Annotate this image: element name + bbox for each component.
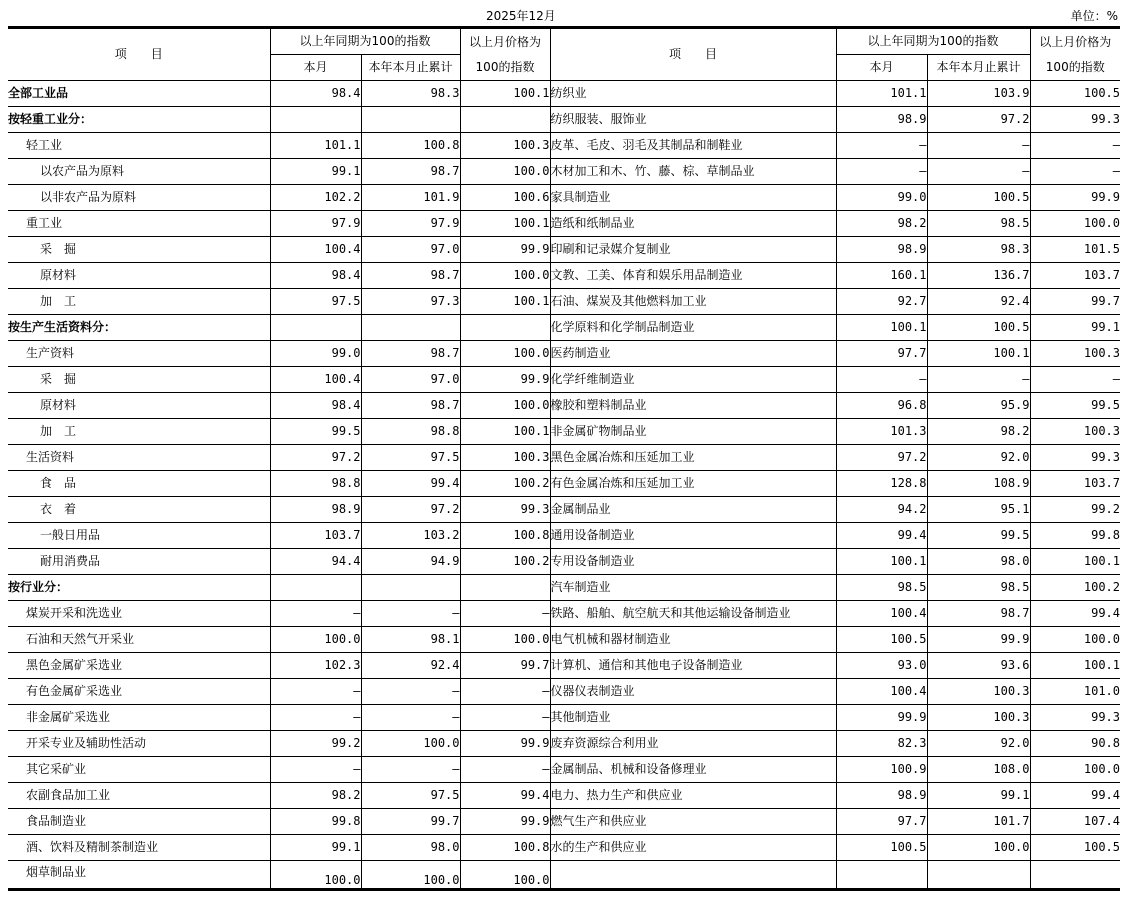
value-mom-left: 100.0 — [460, 263, 550, 289]
row-label-left: 其它采矿业 — [8, 757, 270, 783]
row-label-left: 食 品 — [8, 471, 270, 497]
value-current-month-right: 98.9 — [836, 107, 927, 133]
row-label-right: 化学纤维制造业 — [550, 367, 836, 393]
value-current-month-right: 92.7 — [836, 289, 927, 315]
value-current-month-left: 100.4 — [270, 367, 361, 393]
row-label-right: 计算机、通信和其他电子设备制造业 — [550, 653, 836, 679]
value-current-month-left: 99.8 — [270, 809, 361, 835]
value-current-month-right: 100.9 — [836, 757, 927, 783]
row-label-right: 造纸和纸制品业 — [550, 211, 836, 237]
row-label-left: 原材料 — [8, 263, 270, 289]
value-mom-right: 100.1 — [1030, 653, 1120, 679]
value-mom-right: 100.5 — [1030, 81, 1120, 107]
row-label-right: 金属制品业 — [550, 497, 836, 523]
value-cumulative-right: 99.9 — [927, 627, 1030, 653]
value-current-month-left: 102.3 — [270, 653, 361, 679]
row-label-left: 按生产生活资料分： — [8, 315, 270, 341]
value-cumulative-right: 100.3 — [927, 679, 1030, 705]
header-mom-left: 以上月价格为 100的指数 — [460, 28, 550, 81]
value-cumulative-left: 100.0 — [361, 861, 460, 890]
value-cumulative-right: 136.7 — [927, 263, 1030, 289]
value-cumulative-left: 98.7 — [361, 263, 460, 289]
value-cumulative-left — [361, 315, 460, 341]
value-mom-right: 100.2 — [1030, 575, 1120, 601]
value-mom-left — [460, 575, 550, 601]
value-current-month-left: — — [270, 705, 361, 731]
table-row — [8, 237, 1120, 263]
table-row — [8, 809, 1120, 835]
value-cumulative-left: — — [361, 757, 460, 783]
table-row — [8, 289, 1120, 315]
value-current-month-right: 100.4 — [836, 679, 927, 705]
row-label-right: 橡胶和塑料制品业 — [550, 393, 836, 419]
row-label-left: 生活资料 — [8, 445, 270, 471]
value-cumulative-right: 101.7 — [927, 809, 1030, 835]
row-label-right: 纺织服装、服饰业 — [550, 107, 836, 133]
value-mom-left: — — [460, 601, 550, 627]
header-item-right: 项 目 — [550, 28, 836, 81]
value-current-month-left: 94.4 — [270, 549, 361, 575]
value-current-month-left: — — [270, 757, 361, 783]
value-current-month-right: — — [836, 133, 927, 159]
value-current-month-right: 99.9 — [836, 705, 927, 731]
value-current-month-right — [836, 861, 927, 890]
row-label-right: 水的生产和供应业 — [550, 835, 836, 861]
value-cumulative-right: 108.9 — [927, 471, 1030, 497]
value-cumulative-left: 99.7 — [361, 809, 460, 835]
value-mom-left: 100.3 — [460, 445, 550, 471]
value-cumulative-right: 99.5 — [927, 523, 1030, 549]
value-current-month-right: 100.1 — [836, 315, 927, 341]
value-current-month-right: 99.0 — [836, 185, 927, 211]
row-label-right: 纺织业 — [550, 81, 836, 107]
row-label-right: 仪器仪表制造业 — [550, 679, 836, 705]
header-yoy-group-right: 以上年同期为100的指数 — [836, 28, 1030, 55]
value-cumulative-right: 98.5 — [927, 211, 1030, 237]
value-current-month-left: 99.5 — [270, 419, 361, 445]
row-label-right: 印刷和记录媒介复制业 — [550, 237, 836, 263]
value-mom-right: 100.0 — [1030, 627, 1120, 653]
value-mom-right: 100.1 — [1030, 549, 1120, 575]
value-current-month-left: 98.4 — [270, 81, 361, 107]
value-current-month-left: 99.1 — [270, 835, 361, 861]
value-cumulative-right: 98.3 — [927, 237, 1030, 263]
value-mom-right: 99.1 — [1030, 315, 1120, 341]
row-label-left: 按轻重工业分： — [8, 107, 270, 133]
value-mom-right: 100.0 — [1030, 757, 1120, 783]
table-row — [8, 679, 1120, 705]
value-mom-left: 100.1 — [460, 211, 550, 237]
table-caption — [0, 7, 1136, 25]
value-mom-left: 100.0 — [460, 861, 550, 890]
value-mom-right: 100.0 — [1030, 211, 1120, 237]
value-cumulative-right: 100.0 — [927, 835, 1030, 861]
row-label-right: 家具制造业 — [550, 185, 836, 211]
row-label-right: 木材加工和木、竹、藤、棕、草制品业 — [550, 159, 836, 185]
value-mom-right: — — [1030, 159, 1120, 185]
value-mom-left: 100.1 — [460, 289, 550, 315]
value-cumulative-left: 98.3 — [361, 81, 460, 107]
table-row — [8, 367, 1120, 393]
row-label-left: 按行业分： — [8, 575, 270, 601]
table-row — [8, 705, 1120, 731]
value-mom-right: 103.7 — [1030, 471, 1120, 497]
value-cumulative-left — [361, 575, 460, 601]
value-cumulative-right: 95.1 — [927, 497, 1030, 523]
value-current-month-left: 100.4 — [270, 237, 361, 263]
row-label-left: 生产资料 — [8, 341, 270, 367]
value-current-month-right: 99.4 — [836, 523, 927, 549]
value-cumulative-left: 101.9 — [361, 185, 460, 211]
value-mom-left: 99.9 — [460, 367, 550, 393]
value-mom-right: 103.7 — [1030, 263, 1120, 289]
value-current-month-right: — — [836, 159, 927, 185]
value-current-month-right: 100.4 — [836, 601, 927, 627]
value-current-month-right: 98.2 — [836, 211, 927, 237]
value-current-month-left — [270, 315, 361, 341]
table-row — [8, 757, 1120, 783]
ppi-table — [8, 26, 1120, 891]
value-cumulative-right: 98.0 — [927, 549, 1030, 575]
row-label-left: 食品制造业 — [8, 809, 270, 835]
value-cumulative-right: 92.4 — [927, 289, 1030, 315]
value-cumulative-right: — — [927, 367, 1030, 393]
value-current-month-left — [270, 107, 361, 133]
table-row — [8, 133, 1120, 159]
row-label-left: 酒、饮料及精制茶制造业 — [8, 835, 270, 861]
row-label-right: 电力、热力生产和供应业 — [550, 783, 836, 809]
value-mom-left: 99.7 — [460, 653, 550, 679]
value-mom-right: 99.7 — [1030, 289, 1120, 315]
header-yoy-group-left: 以上年同期为100的指数 — [270, 28, 460, 55]
value-mom-left: 100.8 — [460, 523, 550, 549]
value-mom-right: 101.0 — [1030, 679, 1120, 705]
value-mom-right: 100.5 — [1030, 835, 1120, 861]
value-cumulative-left: 97.0 — [361, 237, 460, 263]
value-cumulative-right: 108.0 — [927, 757, 1030, 783]
value-current-month-right: 98.9 — [836, 783, 927, 809]
value-cumulative-right: 93.6 — [927, 653, 1030, 679]
value-mom-left: 100.0 — [460, 393, 550, 419]
row-label-left: 开采专业及辅助性活动 — [8, 731, 270, 757]
value-current-month-left: 99.0 — [270, 341, 361, 367]
row-label-left: 农副食品加工业 — [8, 783, 270, 809]
table-row — [8, 107, 1120, 133]
header-mom-right: 以上月价格为 100的指数 — [1030, 28, 1120, 81]
row-label-left: 非金属矿采选业 — [8, 705, 270, 731]
row-label-left: 重工业 — [8, 211, 270, 237]
value-cumulative-left: 98.1 — [361, 627, 460, 653]
header-current-month-left: 本月 — [270, 55, 361, 81]
value-current-month-right: 101.1 — [836, 81, 927, 107]
row-label-left: 石油和天然气开采业 — [8, 627, 270, 653]
value-mom-right: 99.3 — [1030, 107, 1120, 133]
table-row — [8, 471, 1120, 497]
value-current-month-right: 100.1 — [836, 549, 927, 575]
value-cumulative-left: 98.8 — [361, 419, 460, 445]
row-label-right: 金属制品、机械和设备修理业 — [550, 757, 836, 783]
value-cumulative-right: 97.2 — [927, 107, 1030, 133]
value-cumulative-left: 97.0 — [361, 367, 460, 393]
value-current-month-left: 97.2 — [270, 445, 361, 471]
unit-label: 单位：% — [1070, 9, 1118, 23]
value-mom-right — [1030, 861, 1120, 890]
value-cumulative-right: 100.1 — [927, 341, 1030, 367]
value-mom-right: 99.3 — [1030, 705, 1120, 731]
table-row — [8, 159, 1120, 185]
value-cumulative-left: 97.5 — [361, 783, 460, 809]
row-label-right: 石油、煤炭及其他燃料加工业 — [550, 289, 836, 315]
row-label-left: 采 掘 — [8, 367, 270, 393]
value-cumulative-right: 98.7 — [927, 601, 1030, 627]
value-current-month-left: 101.1 — [270, 133, 361, 159]
value-cumulative-left: 103.2 — [361, 523, 460, 549]
value-mom-left: — — [460, 679, 550, 705]
row-label-left: 烟草制品业 — [8, 861, 270, 890]
value-current-month-right: 94.2 — [836, 497, 927, 523]
value-mom-left: 100.0 — [460, 627, 550, 653]
value-mom-right: 99.3 — [1030, 445, 1120, 471]
row-label-right: 铁路、船舶、航空航天和其他运输设备制造业 — [550, 601, 836, 627]
table-row — [8, 315, 1120, 341]
value-mom-right: 99.2 — [1030, 497, 1120, 523]
value-mom-right: — — [1030, 367, 1120, 393]
row-label-right — [550, 861, 836, 890]
table-row — [8, 601, 1120, 627]
report-period: 2025年12月 — [486, 9, 556, 23]
table-row — [8, 835, 1120, 861]
value-cumulative-left: 94.9 — [361, 549, 460, 575]
value-mom-left: 99.3 — [460, 497, 550, 523]
table-row — [8, 341, 1120, 367]
value-cumulative-right — [927, 861, 1030, 890]
value-current-month-right: — — [836, 367, 927, 393]
value-mom-right: 99.4 — [1030, 783, 1120, 809]
table-row — [8, 783, 1120, 809]
header-cumulative-right: 本年本月止累计 — [927, 55, 1030, 81]
value-current-month-left: 100.0 — [270, 627, 361, 653]
row-label-right: 黑色金属冶炼和压延加工业 — [550, 445, 836, 471]
value-cumulative-left: 98.7 — [361, 341, 460, 367]
value-mom-left: 100.0 — [460, 159, 550, 185]
value-mom-left: 100.0 — [460, 341, 550, 367]
value-mom-left: 100.3 — [460, 133, 550, 159]
value-mom-right: 99.5 — [1030, 393, 1120, 419]
row-label-left: 一般日用品 — [8, 523, 270, 549]
table-row — [8, 263, 1120, 289]
value-current-month-left: 102.2 — [270, 185, 361, 211]
table-row — [8, 497, 1120, 523]
row-label-left: 衣 着 — [8, 497, 270, 523]
table-row — [8, 653, 1120, 679]
value-current-month-left: 98.4 — [270, 393, 361, 419]
value-cumulative-left: 97.9 — [361, 211, 460, 237]
value-cumulative-left: 98.7 — [361, 393, 460, 419]
value-mom-right: — — [1030, 133, 1120, 159]
value-mom-right: 99.8 — [1030, 523, 1120, 549]
value-current-month-right: 97.2 — [836, 445, 927, 471]
value-cumulative-right: 92.0 — [927, 731, 1030, 757]
value-mom-left: 100.1 — [460, 419, 550, 445]
value-current-month-right: 100.5 — [836, 627, 927, 653]
value-cumulative-left — [361, 107, 460, 133]
value-mom-left — [460, 315, 550, 341]
value-cumulative-left: 98.7 — [361, 159, 460, 185]
value-current-month-left: 98.2 — [270, 783, 361, 809]
table-row — [8, 419, 1120, 445]
value-current-month-right: 82.3 — [836, 731, 927, 757]
row-label-right: 皮革、毛皮、羽毛及其制品和制鞋业 — [550, 133, 836, 159]
value-cumulative-right: 99.1 — [927, 783, 1030, 809]
value-cumulative-right: 98.5 — [927, 575, 1030, 601]
row-label-left: 加 工 — [8, 289, 270, 315]
value-mom-right: 101.5 — [1030, 237, 1120, 263]
value-cumulative-right: 100.5 — [927, 185, 1030, 211]
value-current-month-left: 100.0 — [270, 861, 361, 890]
value-current-month-right: 160.1 — [836, 263, 927, 289]
value-cumulative-right: 95.9 — [927, 393, 1030, 419]
header-item-left: 项 目 — [8, 28, 270, 81]
value-current-month-right: 101.3 — [836, 419, 927, 445]
row-label-left: 采 掘 — [8, 237, 270, 263]
row-label-left: 加 工 — [8, 419, 270, 445]
row-label-right: 其他制造业 — [550, 705, 836, 731]
value-cumulative-left: — — [361, 679, 460, 705]
table-row — [8, 575, 1120, 601]
value-cumulative-right: 92.0 — [927, 445, 1030, 471]
value-cumulative-right: 100.3 — [927, 705, 1030, 731]
header-current-month-right: 本月 — [836, 55, 927, 81]
value-cumulative-left: 99.4 — [361, 471, 460, 497]
value-current-month-left: 99.2 — [270, 731, 361, 757]
value-current-month-right: 97.7 — [836, 809, 927, 835]
table-row — [8, 81, 1120, 107]
value-mom-right: 107.4 — [1030, 809, 1120, 835]
row-label-left: 轻工业 — [8, 133, 270, 159]
value-cumulative-left: 97.2 — [361, 497, 460, 523]
value-mom-left: 99.9 — [460, 237, 550, 263]
value-mom-right: 99.4 — [1030, 601, 1120, 627]
value-mom-left — [460, 107, 550, 133]
value-cumulative-left: — — [361, 601, 460, 627]
table-row — [8, 445, 1120, 471]
row-label-left: 以非农产品为原料 — [8, 185, 270, 211]
row-label-right: 汽车制造业 — [550, 575, 836, 601]
value-current-month-left: — — [270, 679, 361, 705]
table-body — [8, 81, 1120, 890]
value-current-month-left: 97.9 — [270, 211, 361, 237]
value-current-month-left — [270, 575, 361, 601]
row-label-right: 燃气生产和供应业 — [550, 809, 836, 835]
value-cumulative-left: 97.3 — [361, 289, 460, 315]
row-label-right: 废弃资源综合利用业 — [550, 731, 836, 757]
value-current-month-left: 98.8 — [270, 471, 361, 497]
header-cumulative-left: 本年本月止累计 — [361, 55, 460, 81]
table-row — [8, 627, 1120, 653]
value-current-month-right: 98.9 — [836, 237, 927, 263]
value-mom-right: 100.3 — [1030, 419, 1120, 445]
row-label-left: 全部工业品 — [8, 81, 270, 107]
table-row — [8, 523, 1120, 549]
value-mom-right: 90.8 — [1030, 731, 1120, 757]
row-label-left: 耐用消费品 — [8, 549, 270, 575]
value-current-month-left: — — [270, 601, 361, 627]
value-cumulative-left: 97.5 — [361, 445, 460, 471]
row-label-left: 原材料 — [8, 393, 270, 419]
table-row — [8, 549, 1120, 575]
row-label-right: 电气机械和器材制造业 — [550, 627, 836, 653]
table-header — [8, 28, 1120, 81]
value-cumulative-right: 98.2 — [927, 419, 1030, 445]
value-current-month-right: 97.7 — [836, 341, 927, 367]
value-cumulative-right: 100.5 — [927, 315, 1030, 341]
value-mom-left: 100.1 — [460, 81, 550, 107]
table-row — [8, 393, 1120, 419]
value-current-month-left: 103.7 — [270, 523, 361, 549]
table-row — [8, 861, 1120, 890]
value-current-month-right: 96.8 — [836, 393, 927, 419]
value-cumulative-left: 100.8 — [361, 133, 460, 159]
value-cumulative-left: 98.0 — [361, 835, 460, 861]
value-cumulative-left: — — [361, 705, 460, 731]
value-mom-left: 100.2 — [460, 549, 550, 575]
value-current-month-left: 99.1 — [270, 159, 361, 185]
row-label-right: 通用设备制造业 — [550, 523, 836, 549]
value-mom-left: — — [460, 757, 550, 783]
value-mom-left: 100.6 — [460, 185, 550, 211]
row-label-right: 化学原料和化学制品制造业 — [550, 315, 836, 341]
table-row — [8, 731, 1120, 757]
row-label-right: 文教、工美、体育和娱乐用品制造业 — [550, 263, 836, 289]
value-cumulative-left: 100.0 — [361, 731, 460, 757]
value-mom-left: 99.4 — [460, 783, 550, 809]
row-label-right: 有色金属冶炼和压延加工业 — [550, 471, 836, 497]
value-mom-left: 100.2 — [460, 471, 550, 497]
value-mom-right: 100.3 — [1030, 341, 1120, 367]
value-current-month-right: 100.5 — [836, 835, 927, 861]
value-current-month-left: 98.9 — [270, 497, 361, 523]
value-mom-left: 99.9 — [460, 731, 550, 757]
value-current-month-left: 97.5 — [270, 289, 361, 315]
row-label-left: 有色金属矿采选业 — [8, 679, 270, 705]
value-current-month-right: 93.0 — [836, 653, 927, 679]
row-label-left: 以农产品为原料 — [8, 159, 270, 185]
row-label-left: 煤炭开采和洗选业 — [8, 601, 270, 627]
value-cumulative-right: 103.9 — [927, 81, 1030, 107]
value-cumulative-right: — — [927, 159, 1030, 185]
row-label-right: 专用设备制造业 — [550, 549, 836, 575]
value-mom-left: 99.9 — [460, 809, 550, 835]
value-current-month-left: 98.4 — [270, 263, 361, 289]
table-row — [8, 211, 1120, 237]
row-label-right: 医药制造业 — [550, 341, 836, 367]
table-row — [8, 185, 1120, 211]
value-mom-left: 100.8 — [460, 835, 550, 861]
value-current-month-right: 128.8 — [836, 471, 927, 497]
row-label-left: 黑色金属矿采选业 — [8, 653, 270, 679]
value-current-month-right: 98.5 — [836, 575, 927, 601]
value-cumulative-left: 92.4 — [361, 653, 460, 679]
value-mom-left: — — [460, 705, 550, 731]
row-label-right: 非金属矿物制品业 — [550, 419, 836, 445]
value-mom-right: 99.9 — [1030, 185, 1120, 211]
value-cumulative-right: — — [927, 133, 1030, 159]
